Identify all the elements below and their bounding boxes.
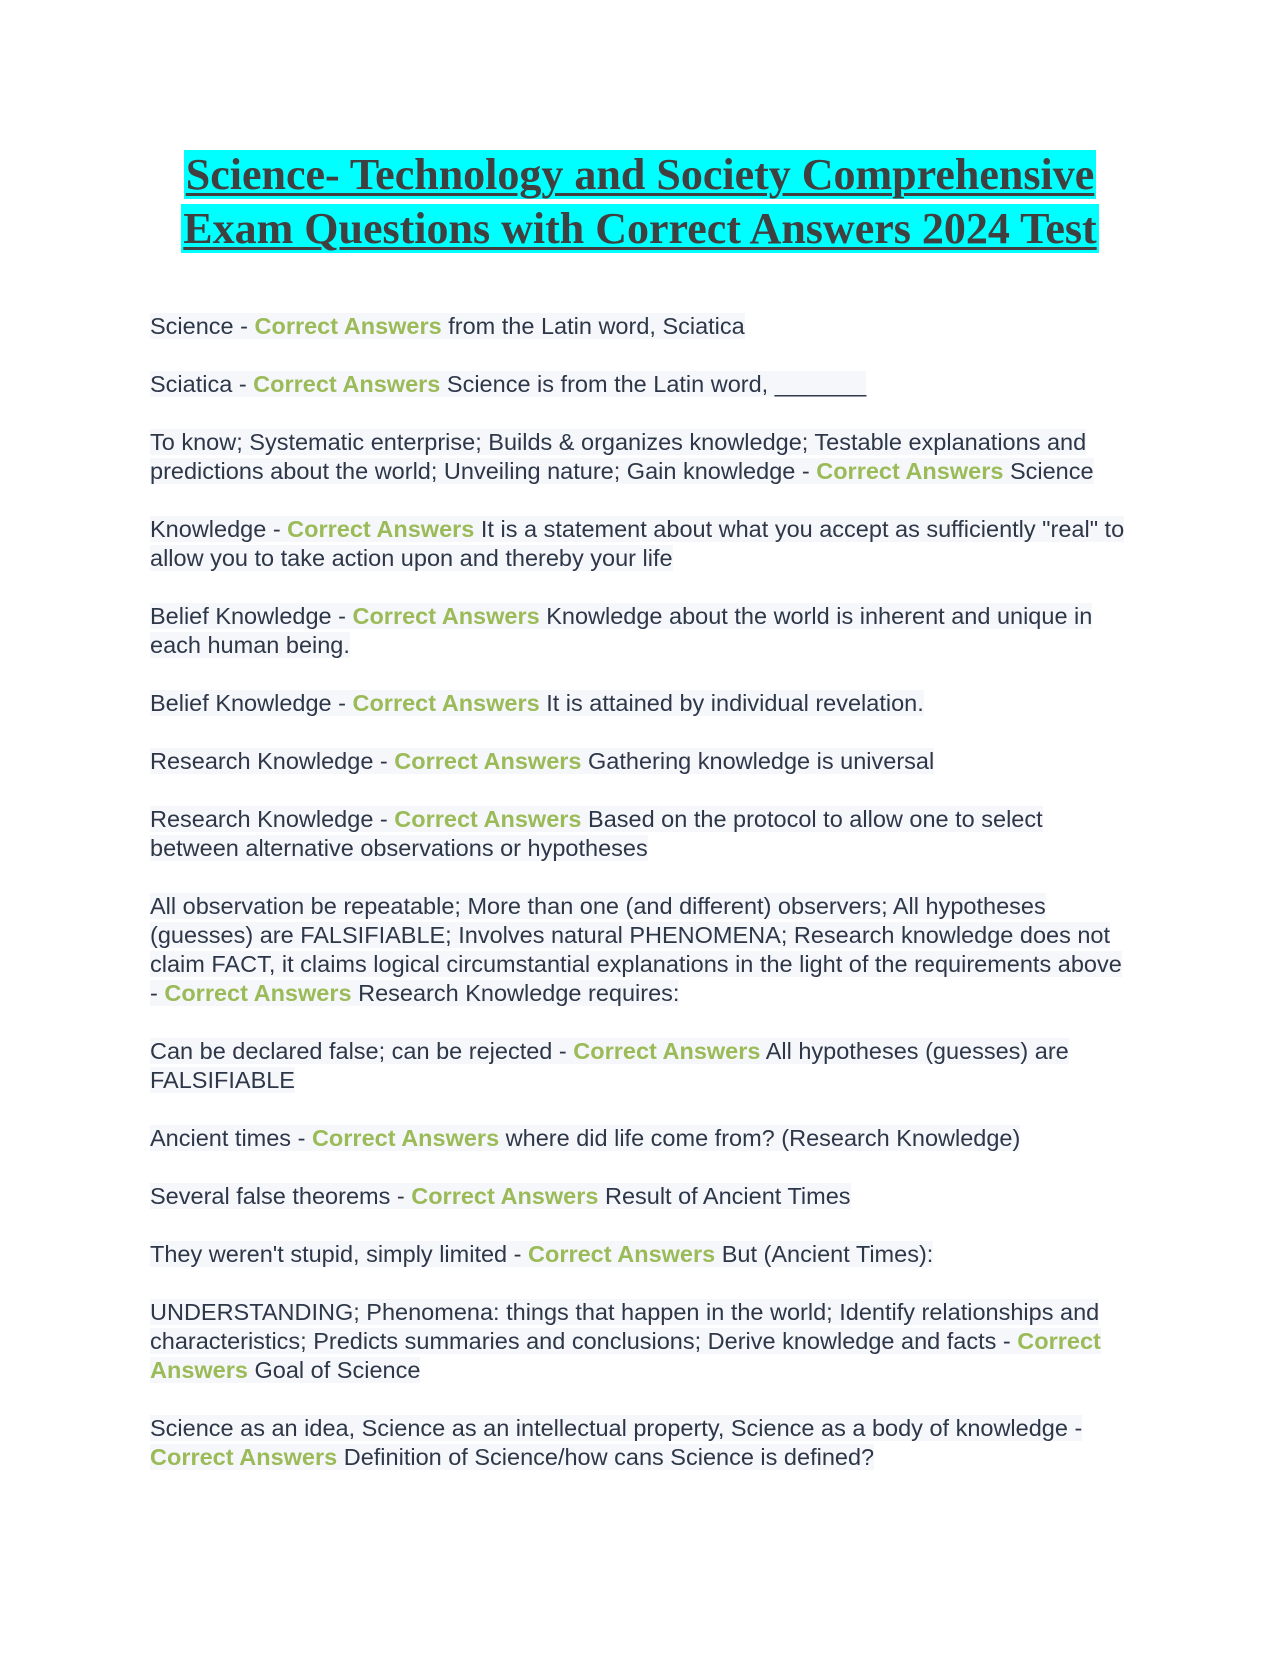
qa-item-text [150,1125,1020,1151]
correct-answers-label: Correct Answers [287,516,475,542]
qa-term: Research Knowledge - [150,748,395,774]
correct-answers-label: Correct Answers [311,1125,500,1151]
qa-item [150,1298,1130,1385]
qa-definition: It is a statement about what you accept as sufficiently "real" to allow you to take action upon and thereby your life [150,516,1125,571]
qa-term: To know; Systematic enterprise; Builds & organizes knowledge; Testable explanations and predictions about the world; Unveiling nature; Gain knowledge - [150,429,1087,484]
qa-item-text [150,748,934,774]
correct-answers-label: Correct Answers [150,1328,1101,1383]
qa-item [150,602,1130,660]
correct-answers-label: Correct Answers [816,458,1004,484]
document-title-text: Science- Technology and Society Comprehensive Exam Questions with Correct Answers 2024 Test [183,150,1097,253]
correct-answers-label: Correct Answers [150,1444,338,1470]
qa-item-text [150,893,1122,1006]
qa-term: Belief Knowledge - [150,603,353,629]
qa-definition: But (Ancient Times): [715,1241,934,1267]
qa-item [150,892,1130,1008]
qa-definition: It is attained by individual revelation. [539,690,924,716]
qa-item-text [150,371,866,397]
qa-item [150,515,1130,573]
qa-term: UNDERSTANDING; Phenomena: things that happen in the world; Identify relationships and characteristics; Predicts summaries and conclusions; Derive knowledge and facts - [150,1299,1100,1354]
qa-item [150,1182,1130,1211]
qa-item-text [150,1241,933,1267]
correct-answers-label: Correct Answers [254,313,442,339]
qa-item [150,805,1130,863]
qa-term: Ancient times - [150,1125,312,1151]
correct-answers-label: Correct Answers [253,371,441,397]
qa-term: Research Knowledge - [150,806,395,832]
qa-item [150,1240,1130,1269]
qa-item [150,1037,1130,1095]
qa-term: Science - [150,313,255,339]
qa-item-text [150,516,1124,571]
qa-definition: Based on the protocol to allow one to select between alternative observations or hypotheses [150,806,1043,861]
qa-item [150,1124,1130,1153]
qa-definition: Result of Ancient Times [598,1183,851,1209]
qa-item-text [150,690,924,716]
correct-answers-label: Correct Answers [394,806,582,832]
correct-answers-label: Correct Answers [164,980,352,1006]
qa-term: Science as an idea, Science as an intellectual property, Science as a body of knowledge - [150,1415,1083,1441]
qa-definition: Gathering knowledge is universal [581,748,935,774]
qa-term: Belief Knowledge - [150,690,353,716]
qa-definition: Science [1003,458,1094,484]
qa-definition: Research Knowledge requires: [351,980,680,1006]
qa-item [150,370,1130,399]
qa-item-text [150,429,1094,484]
qa-item-text [150,603,1092,658]
qa-term: They weren't stupid, simply limited - [150,1241,528,1267]
correct-answers-label: Correct Answers [352,690,540,716]
qa-term: Sciatica - [150,371,254,397]
qa-item-text [150,1038,1069,1093]
qa-term: All observation be repeatable; More than one (and different) observers; All hypotheses (guesses) are FALSIFIABLE; Involves natural PHENOMENA; Research knowledge does not claim FACT, it claims logical circumstantial explanations in the light of the requirements above - [150,893,1122,1006]
qa-item-text [150,1415,1082,1470]
correct-answers-label: Correct Answers [394,748,582,774]
qa-definition: Goal of Science [247,1357,421,1383]
qa-item-text [150,806,1043,861]
qa-item [150,689,1130,718]
qa-definition: Knowledge about the world is inherent and unique in each human being. [150,603,1093,658]
qa-item [150,312,1130,341]
correct-answers-label: Correct Answers [528,1241,716,1267]
qa-item [150,747,1130,776]
qa-definition: from the Latin word, Sciatica [441,313,745,339]
qa-item [150,428,1130,486]
qa-term: Knowledge - [150,516,288,542]
title-block [150,148,1130,256]
qa-definition: Definition of Science/how cans Science is defined? [337,1444,875,1470]
correct-answers-label: Correct Answers [573,1038,761,1064]
qa-item-text [150,313,745,339]
qa-definition: Science is from the Latin word, _______ [440,371,867,397]
qa-item [150,1414,1130,1472]
correct-answers-label: Correct Answers [411,1183,599,1209]
qa-definition: All hypotheses (guesses) are FALSIFIABLE [150,1038,1069,1093]
qa-item-text [150,1299,1101,1383]
qa-term: Can be declared false; can be rejected - [150,1038,574,1064]
qa-definition: where did life come from? (Research Knowledge) [499,1125,1021,1151]
document-title [150,148,1130,256]
document-page [150,148,1130,1501]
correct-answers-label: Correct Answers [352,603,540,629]
qa-list [150,312,1130,1472]
qa-item-text [150,1183,851,1209]
qa-term: Several false theorems - [150,1183,412,1209]
